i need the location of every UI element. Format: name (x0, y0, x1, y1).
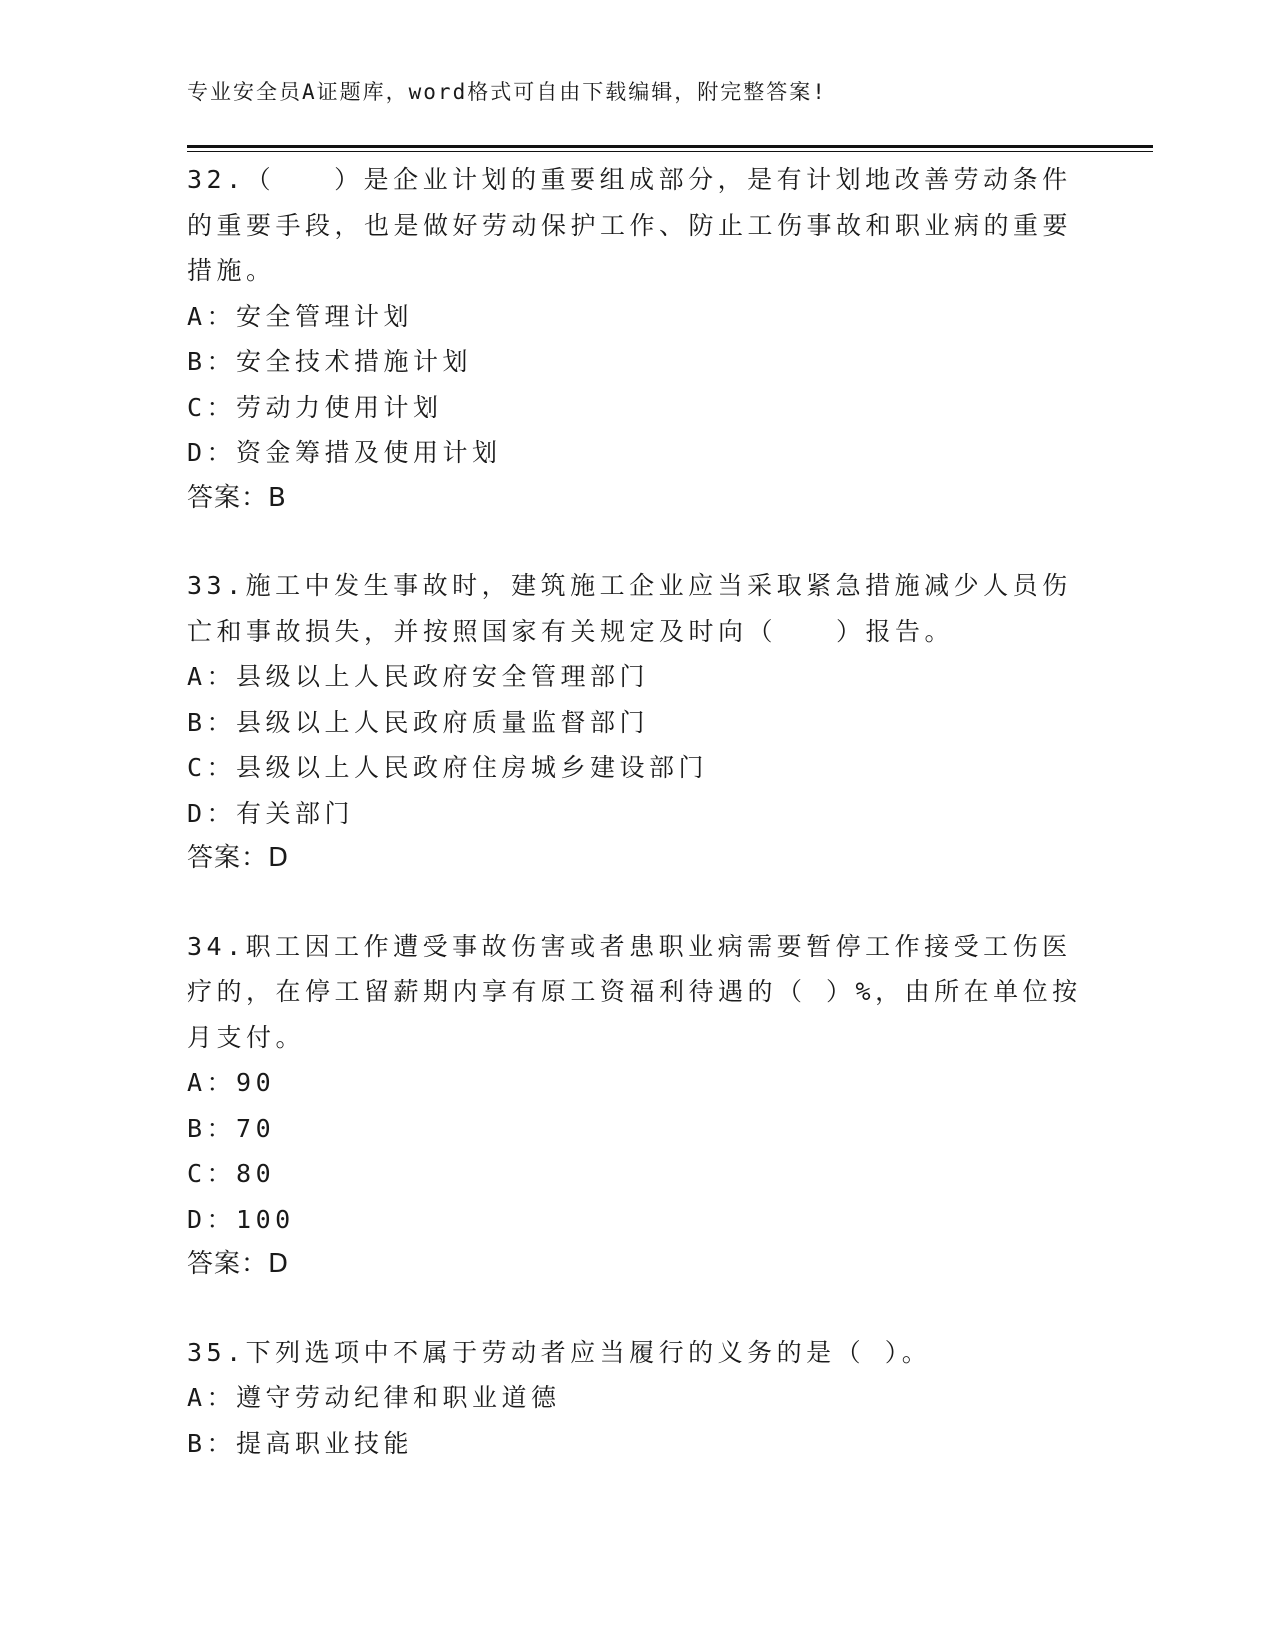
spacer (187, 1288, 1087, 1330)
option-a: A：安全管理计划 (187, 301, 414, 331)
option-b: B：县级以上人民政府质量监督部门 (187, 707, 650, 737)
option-d: D：资金筹措及使用计划 (187, 438, 502, 467)
question-34 (187, 924, 1087, 1288)
option-a: A：遵守劳动纪律和职业道德 (187, 1383, 561, 1412)
option-a: A：90 (187, 1068, 276, 1097)
header-divider-thick (187, 145, 1153, 148)
question-stem: 35.下列选项中不属于劳动者应当履行的义务的是（ ）。 (187, 1337, 932, 1367)
question-stem: 34.职工因工作遭受事故伤害或者患职业病需要暂停工作接受工伤医疗的，在停工留薪期内享有原工资福利待遇的（ ）%，由所在单位按月支付。 (187, 931, 1082, 1052)
option-b: B：安全技术措施计划 (187, 347, 473, 376)
option-c: C：县级以上人民政府住房城乡建设部门 (187, 753, 709, 782)
option-c: C：80 (187, 1159, 276, 1188)
option-a: A：县级以上人民政府安全管理部门 (187, 662, 650, 691)
question-list (187, 157, 1087, 1466)
header-divider-thin (187, 151, 1153, 152)
question-33 (187, 563, 1087, 882)
spacer (187, 882, 1087, 924)
answer-line: 答案：D (187, 1249, 290, 1279)
question-35 (187, 1330, 1087, 1467)
header-note: 专业安全员A证题库，word格式可自由下载编辑，附完整答案! (187, 80, 827, 104)
question-stem: 33.施工中发生事故时，建筑施工企业应当采取紧急措施减少人员伤亡和事故损失，并按照国家有关规定及时向（ ）报告。 (187, 571, 1072, 646)
option-b: B：提高职业技能 (187, 1428, 414, 1458)
option-c: C：劳动力使用计划 (187, 392, 443, 422)
question-stem: 32.（ ）是企业计划的重要组成部分，是有计划地改善劳动条件的重要手段，也是做好劳动保护工作、防止工伤事故和职业病的重要措施。 (187, 165, 1073, 285)
answer-line: 答案：D (187, 843, 290, 873)
question-32 (187, 157, 1087, 521)
option-d: D：100 (187, 1204, 295, 1234)
option-b: B：70 (187, 1113, 276, 1143)
option-d: D：有关部门 (187, 798, 355, 828)
answer-line: 答案：B (187, 482, 287, 513)
spacer (187, 521, 1087, 563)
